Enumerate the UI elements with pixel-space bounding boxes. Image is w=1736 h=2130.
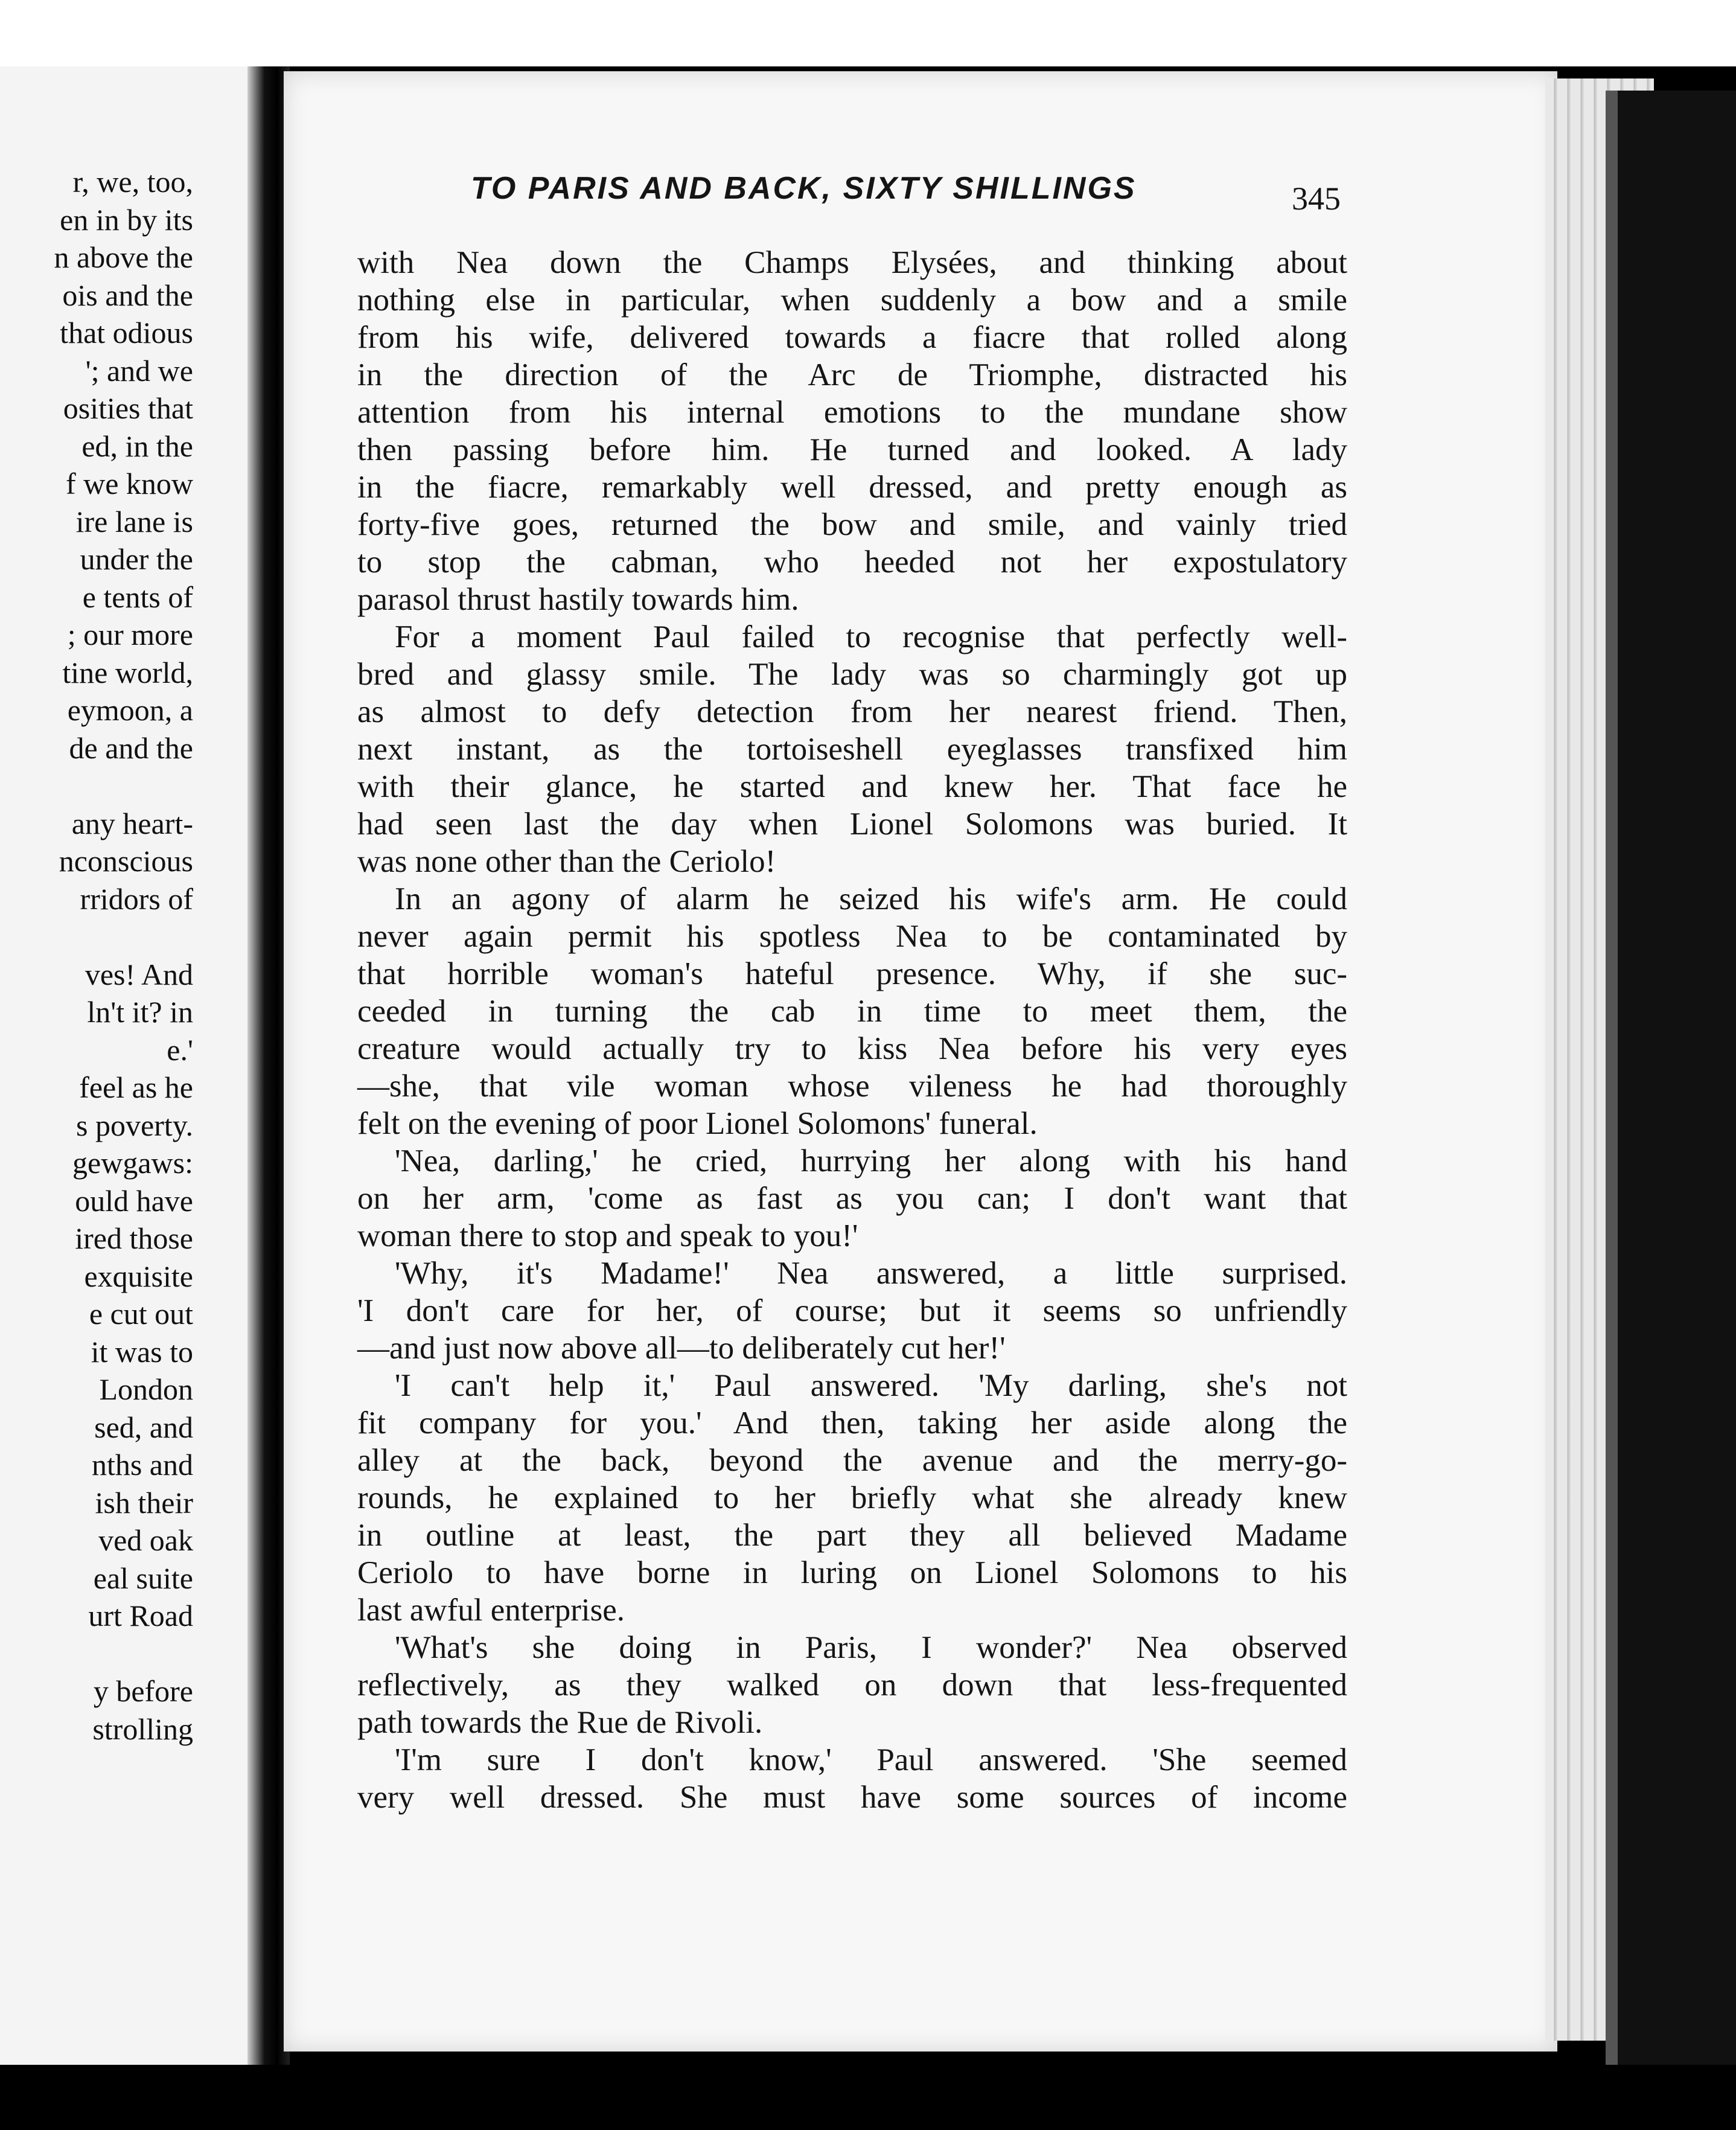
left-page-line: eal suite — [93, 1561, 193, 1595]
left-page-line: ish their — [95, 1485, 193, 1520]
left-page-line: nths and — [91, 1448, 193, 1482]
left-page-line: sed, and — [94, 1410, 193, 1444]
scan-background — [0, 0, 1736, 66]
left-page-line: ed, in the — [81, 429, 193, 463]
text-line: 'I'm sure I don't know,' Paul answered. 'She seemed — [395, 1742, 1347, 1777]
text-line: attention from his internal emotions to the mundane show — [357, 395, 1347, 430]
left-page-line: gewgaws: — [72, 1146, 193, 1180]
text-line: woman there to stop and speak to you!' — [357, 1218, 858, 1253]
text-line: 'What's she doing in Paris, I wonder?' Nea observed — [395, 1630, 1347, 1665]
text-line: —and just now above all—to deliberately cut her!' — [357, 1331, 1006, 1366]
text-line: —she, that vile woman whose vileness he had thoroughly — [357, 1069, 1347, 1104]
scan-border — [0, 2065, 1736, 2130]
text-line: 'Why, it's Madame!' Nea answered, a little surprised. — [395, 1256, 1347, 1291]
text-line: never again permit his spotless Nea to be contaminated by — [357, 919, 1347, 954]
left-page-line: that odious — [60, 316, 193, 350]
text-line: 'Nea, darling,' he cried, hurrying her along with his hand — [395, 1143, 1347, 1179]
left-page-line: eymoon, a — [67, 693, 193, 727]
text-line: very well dressed. She must have some sources of income — [357, 1780, 1347, 1815]
text-line: creature would actually try to kiss Nea before his very eyes — [357, 1031, 1347, 1066]
left-page-line: y before — [93, 1674, 193, 1708]
text-line: 'I can't help it,' Paul answered. 'My darling, she's not — [395, 1368, 1347, 1403]
left-page-line — [0, 767, 193, 805]
left-page-line: London — [99, 1372, 193, 1406]
left-page-line: it was to — [91, 1334, 193, 1369]
paragraph — [357, 1255, 1347, 1367]
text-line: had seen last the day when Lionel Solomons was buried. It — [357, 807, 1347, 842]
paragraph — [357, 1629, 1347, 1741]
text-line: bred and glassy smile. The lady was so charmingly got up — [357, 657, 1347, 692]
left-page-line: s poverty. — [76, 1108, 193, 1142]
left-page-line — [0, 918, 193, 956]
text-line: to stop the cabman, who heeded not her expostulatory — [357, 545, 1347, 580]
left-page-line: exquisite — [84, 1259, 193, 1293]
left-page-line: any heart- — [71, 806, 193, 840]
text-line: with Nea down the Champs Elysées, and thinking about — [357, 245, 1347, 280]
left-page-line: e.' — [167, 1032, 193, 1067]
text-line: fit company for you.' And then, taking her aside along the — [357, 1406, 1347, 1441]
text-line: in outline at least, the part they all believed Madame — [357, 1518, 1347, 1553]
left-page-line: r, we, too, — [72, 165, 193, 199]
left-page-line: ves! And — [85, 957, 193, 991]
text-line: in the fiacre, remarkably well dressed, and pretty enough as — [357, 470, 1347, 505]
left-page-line: e cut out — [89, 1297, 193, 1331]
left-page-line: ved oak — [98, 1523, 193, 1557]
left-page-line: en in by its — [60, 202, 193, 237]
paragraph — [357, 618, 1347, 880]
text-line: reflectively, as they walked on down that less-frequented — [357, 1668, 1347, 1703]
book-cover — [1618, 91, 1736, 2130]
text-line: next instant, as the tortoiseshell eyeglasses transfixed him — [357, 732, 1347, 767]
text-line: In an agony of alarm he seized his wife's arm. He could — [395, 881, 1347, 916]
text-line: path towards the Rue de Rivoli. — [357, 1705, 763, 1740]
paragraph — [357, 1367, 1347, 1629]
text-line: from his wife, delivered towards a fiacre that rolled along — [357, 320, 1347, 355]
text-line: in the direction of the Arc de Triomphe, distracted his — [357, 357, 1347, 392]
page-body — [357, 244, 1347, 1816]
text-line: was none other than the Ceriolo! — [357, 844, 776, 879]
page-number: 345 — [1292, 181, 1341, 217]
text-line: with their glance, he started and knew her. That face he — [357, 769, 1347, 804]
left-page-line: '; and we — [85, 353, 193, 388]
left-page-line: n above the — [54, 240, 193, 274]
text-line: that horrible woman's hateful presence. Why, if she suc- — [357, 956, 1347, 991]
left-page-line: ln't it? in — [87, 995, 193, 1029]
left-page-line: tine world, — [62, 655, 193, 689]
left-page-line: urt Road — [88, 1599, 193, 1633]
text-line: on her arm, 'come as fast as you can; I don't want that — [357, 1181, 1347, 1216]
left-page-line: ; our more — [67, 618, 193, 651]
text-line: nothing else in particular, when suddenly a bow and a smile — [357, 283, 1347, 318]
text-line: as almost to defy detection from her nearest friend. Then, — [357, 694, 1347, 729]
text-line: last awful enterprise. — [357, 1593, 625, 1628]
text-line: parasol thrust hastily towards him. — [357, 582, 799, 617]
running-head: TO PARIS AND BACK, SIXTY SHILLINGS — [471, 171, 1137, 206]
text-line: forty-five goes, returned the bow and smile, and vainly tried — [357, 507, 1347, 542]
left-page-line: ired those — [75, 1221, 193, 1255]
text-line: Ceriolo to have borne in luring on Lionel Solomons to his — [357, 1555, 1347, 1590]
text-line: rounds, he explained to her briefly what she already knew — [357, 1480, 1347, 1515]
left-page-line: ois and the — [62, 278, 193, 312]
left-page-line: strolling — [92, 1712, 193, 1746]
left-page-text — [0, 163, 193, 1748]
left-page-line — [0, 1635, 193, 1673]
paragraph — [357, 1142, 1347, 1255]
left-page-line: nconscious — [59, 844, 193, 878]
left-page-line: under the — [80, 542, 193, 576]
left-page-line: de and the — [69, 731, 193, 765]
left-page-line: f we know — [65, 467, 193, 501]
paragraph — [357, 244, 1347, 618]
text-line: then passing before him. He turned and looked. A lady — [357, 432, 1347, 467]
paragraph — [357, 880, 1347, 1142]
left-page-line: osities that — [63, 391, 193, 425]
left-page-line: ould have — [75, 1183, 193, 1218]
text-line: 'I don't care for her, of course; but it seems so unfriendly — [357, 1293, 1347, 1328]
left-page-line: ire lane is — [75, 504, 193, 539]
left-page-line: rridors of — [80, 881, 193, 916]
text-line: felt on the evening of poor Lionel Solomons' funeral. — [357, 1106, 1038, 1141]
text-line: For a moment Paul failed to recognise that perfectly well- — [395, 619, 1347, 654]
text-line: ceeded in turning the cab in time to meet them, the — [357, 994, 1347, 1029]
text-line: alley at the back, beyond the avenue and the merry-go- — [357, 1443, 1347, 1478]
left-page-line: e tents of — [82, 580, 193, 614]
paragraph — [357, 1741, 1347, 1816]
left-page-line: feel as he — [79, 1070, 193, 1104]
